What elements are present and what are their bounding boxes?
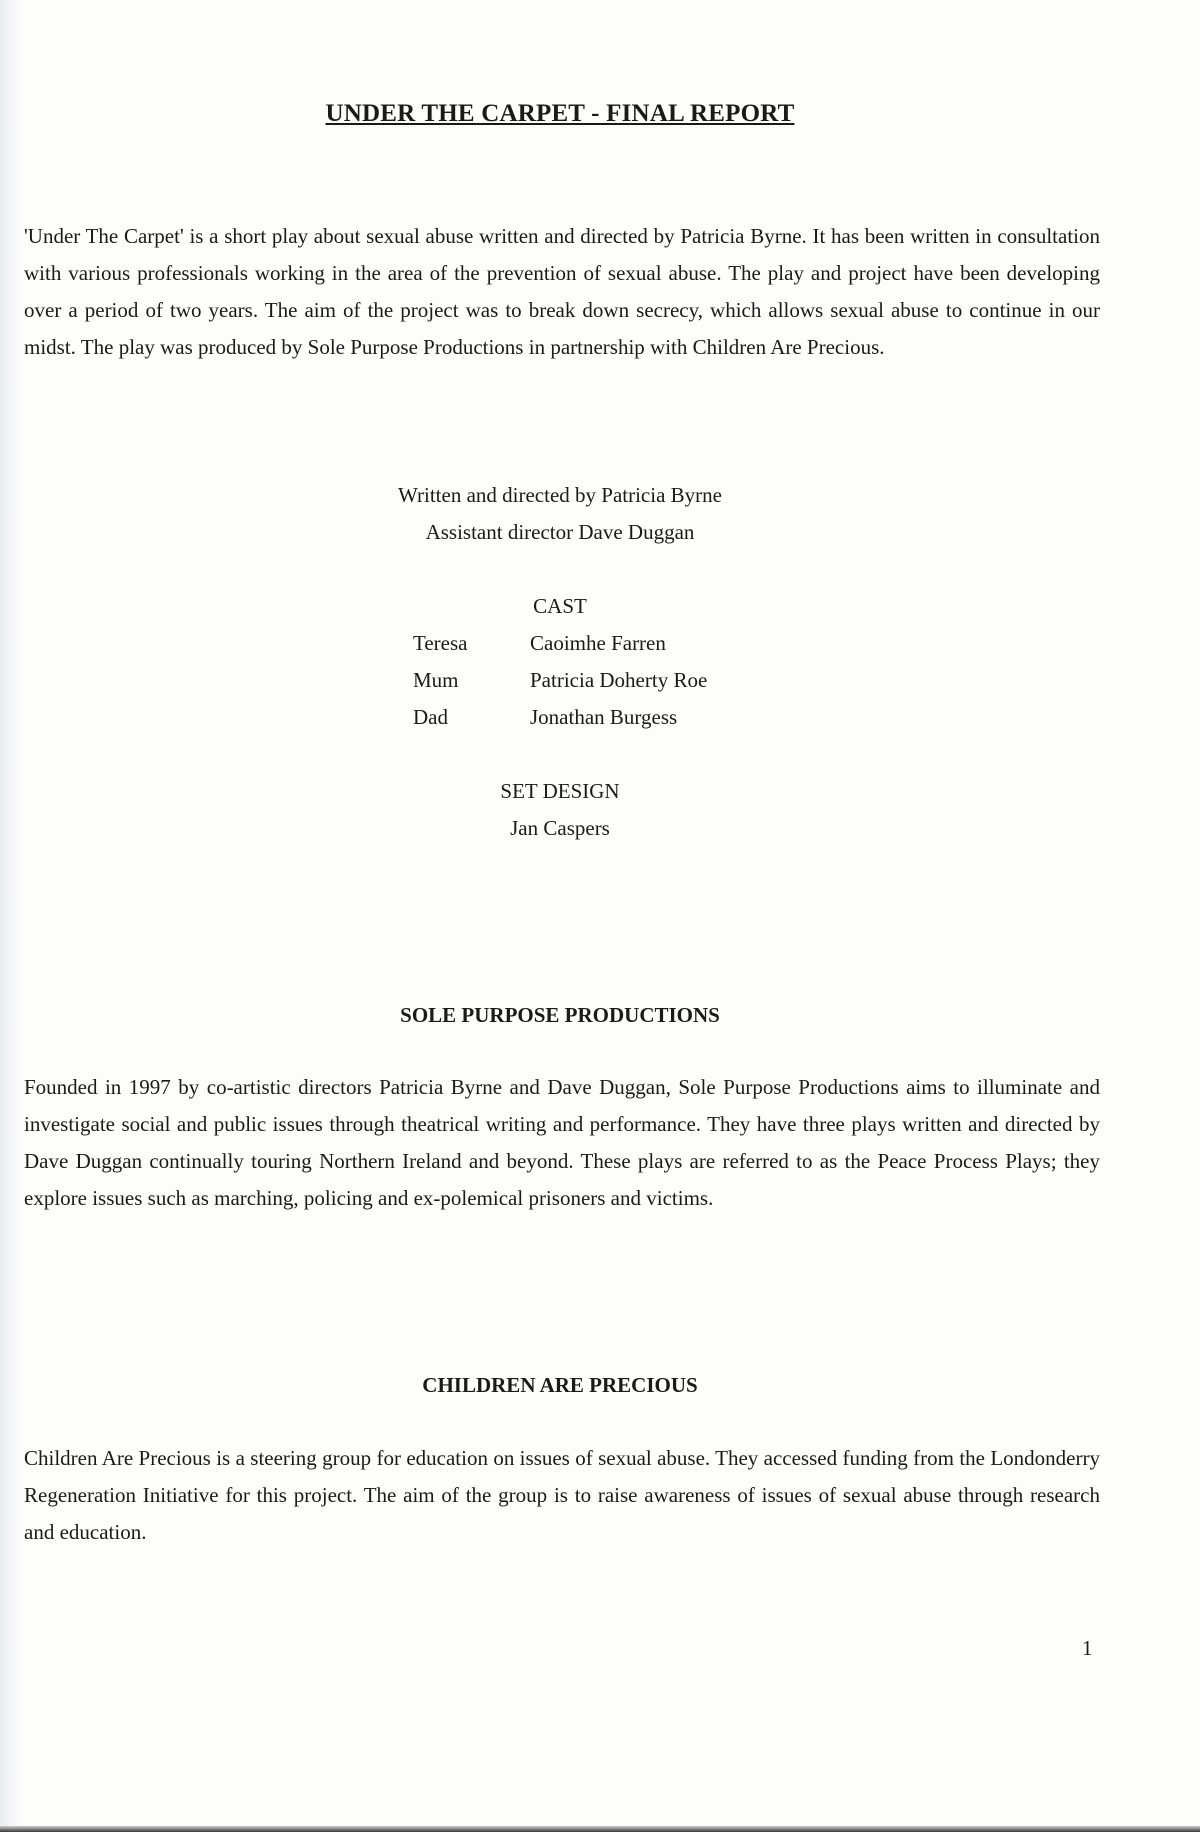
set-design-name: Jan Caspers [510, 816, 610, 840]
cast-actor: Patricia Doherty Roe [530, 668, 708, 692]
cast-role: Teresa [413, 631, 468, 655]
credit-assistant-director: Assistant director Dave Duggan [425, 520, 695, 544]
children-precious-paragraph: Children Are Precious is a steering group for education on issues of sexual abuse. They accessed funding from the Londonderry Regeneration Initiative for this project. The aim of the group is to raise awareness of issues of sexual abuse through research and education. [24, 1446, 1100, 1544]
sole-purpose-heading: SOLE PURPOSE PRODUCTIONS [400, 1003, 720, 1027]
page-number: 1 [1082, 1636, 1093, 1660]
cast-actor: Jonathan Burgess [530, 705, 678, 729]
sole-purpose-paragraph: Founded in 1997 by co-artistic directors Patricia Byrne and Dave Duggan, Sole Purpose Productions aims to illuminate and investigate social and public issues through theatrical writing and performance. They have three plays written and directed by Dave Duggan continually touring Northern Ireland and beyond. These plays are referred to as the Peace Process Plays; they explore issues such as marching, policing and ex-polemical prisoners and victims. [24, 1075, 1100, 1210]
set-design-heading: SET DESIGN [500, 779, 620, 803]
children-precious-heading: CHILDREN ARE PRECIOUS [422, 1373, 698, 1397]
credit-written-directed: Written and directed by Patricia Byrne [398, 483, 722, 507]
cast-role: Dad [413, 705, 448, 729]
intro-paragraph: 'Under The Carpet' is a short play about sexual abuse written and directed by Patricia Byrne. It has been written in consultation with various professionals working in the area of the prevention of sexual abuse. The play and project have been developing over a period of two years. The aim of the project was to break down secrecy, which allows sexual abuse to continue in our midst. The play was produced by Sole Purpose Productions in partnership with Children Are Precious. [24, 224, 1100, 359]
cast-heading: CAST [533, 594, 587, 618]
page-edge-shadow [0, 0, 22, 1832]
document-title: UNDER THE CARPET - FINAL REPORT [325, 100, 795, 127]
cast-role: Mum [413, 668, 459, 692]
cast-actor: Caoimhe Farren [530, 631, 666, 655]
page-bottom-edge [0, 1826, 1200, 1832]
